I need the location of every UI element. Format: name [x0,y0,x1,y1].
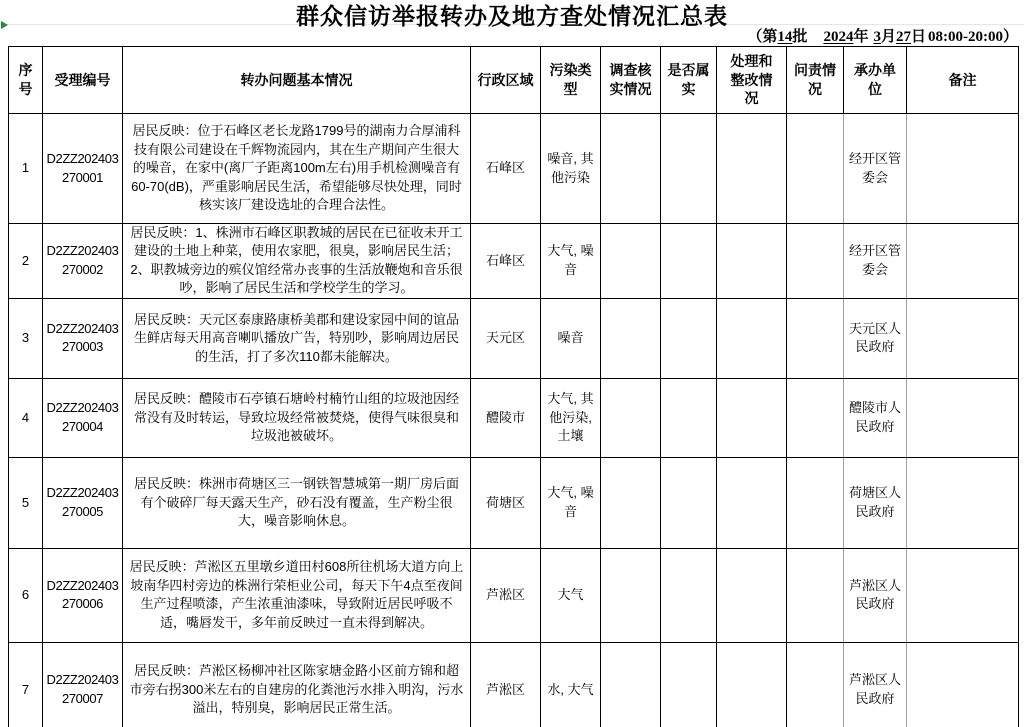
time-range: 08:00-20:00 [927,29,1003,45]
pollution-type-cell: 大气, 其他污染, 土壤 [541,378,601,457]
investigation-cell [601,298,661,378]
investigation-cell [601,114,661,224]
column-header-unit: 承办单位 [844,47,907,114]
pollution-type-cell: 大气 [541,548,601,642]
unit-cell: 芦淞区人民政府 [844,548,907,642]
investigation-cell [601,224,661,299]
case-no-cell: D2ZZ202403270007 [43,642,123,727]
subtitle-text: （第 [747,29,778,45]
table-row [9,378,1019,457]
accountability-cell [787,457,844,548]
remark-cell [907,224,1019,299]
issue-cell: 居民反映：位于石峰区老长龙路1799号的湖南力合厚浦科技有限公司建设在千辉物流园内，其在生产期间产生很大的噪音，在家中(离厂子距离100m左右)用手机检测噪音有60-70(dB)，严重影响居民生活，希望能够尽快处理，同时核实该厂建设选址的合理合法性。 [123,114,471,224]
issue-cell: 居民反映：天元区泰康路康桥美郡和建设家园中间的谊品生鲜店每天用高音喇叭播放广告，特别吵，影响周边居民的生活，打了多次110都未能解决。 [123,298,471,378]
pollution-type-cell: 水, 大气 [541,642,601,727]
remark-cell [907,642,1019,727]
investigation-cell [601,642,661,727]
table-row [9,114,1019,224]
table-row [9,548,1019,642]
subtitle-text: 年 [853,29,869,45]
column-header-seq: 序号 [9,47,43,114]
remark-cell [907,378,1019,457]
table-row [9,224,1019,299]
seq-cell: 7 [9,642,43,727]
table-row [9,298,1019,378]
verified-cell [661,224,717,299]
header-row [9,47,1019,114]
batch-number: 14 [777,29,793,45]
column-header-verified: 是否属实 [661,47,717,114]
pollution-type-cell: 大气, 噪音 [541,224,601,299]
column-header-remark: 备注 [907,47,1019,114]
month-value: 3 [873,29,881,45]
remark-cell [907,457,1019,548]
verified-cell [661,457,717,548]
seq-cell: 3 [9,298,43,378]
remark-cell [907,114,1019,224]
seq-cell: 2 [9,224,43,299]
accountability-cell [787,114,844,224]
case-no-cell: D2ZZ202403270001 [43,114,123,224]
table-row [9,457,1019,548]
region-cell: 醴陵市 [471,378,541,457]
region-cell: 芦淞区 [471,642,541,727]
handling-cell [717,224,787,299]
unit-cell: 经开区管委会 [844,224,907,299]
verified-cell [661,548,717,642]
handling-cell [717,548,787,642]
region-cell: 荷塘区 [471,457,541,548]
verified-cell [661,298,717,378]
column-header-region: 行政区域 [471,47,541,114]
unit-cell: 天元区人民政府 [844,298,907,378]
investigation-cell [601,378,661,457]
column-header-case-no: 受理编号 [43,47,123,114]
accountability-cell [787,298,844,378]
unit-cell: 醴陵市人民政府 [844,378,907,457]
pollution-type-cell: 噪音 [541,298,601,378]
accountability-cell [787,378,844,457]
handling-cell [717,378,787,457]
handling-cell [717,114,787,224]
issue-cell: 居民反映：株洲市荷塘区三一钢铁智慧城第一期厂房后面有个破碎厂每天露天生产，砂石没有覆盖，生产粉尘很大，噪音影响休息。 [123,457,471,548]
column-header-handling: 处理和整改情况 [717,47,787,114]
case-no-cell: D2ZZ202403270005 [43,457,123,548]
issue-cell: 居民反映：芦淞区杨柳冲社区陈家塘金路小区前方锦和超市旁右拐300米左右的自建房的化粪池污水排入明沟，污水溢出，特别臭，影响居民正常生活。 [123,642,471,727]
case-no-cell: D2ZZ202403270002 [43,224,123,299]
region-cell: 天元区 [471,298,541,378]
subtitle-text: 月 [880,29,896,45]
issue-cell: 居民反映：醴陵市石亭镇石塘岭村楠竹山组的垃圾池因经常没有及时转运，导致垃圾经常被焚烧，使得气味很臭和垃圾池被破坏。 [123,378,471,457]
seq-cell: 5 [9,457,43,548]
column-header-investigation: 调查核实情况 [601,47,661,114]
verified-cell [661,378,717,457]
unit-cell: 经开区管委会 [844,114,907,224]
handling-cell [717,298,787,378]
region-cell: 芦淞区 [471,548,541,642]
column-header-accountability: 问责情况 [787,47,844,114]
accountability-cell [787,548,844,642]
handling-cell [717,642,787,727]
verified-cell [661,642,717,727]
case-no-cell: D2ZZ202403270006 [43,548,123,642]
year-value: 2024 [823,29,854,45]
day-value: 27 [895,29,911,45]
investigation-cell [601,457,661,548]
complaints-table [8,46,1019,727]
accountability-cell [787,224,844,299]
region-cell: 石峰区 [471,224,541,299]
case-no-cell: D2ZZ202403270003 [43,298,123,378]
case-no-cell: D2ZZ202403270004 [43,378,123,457]
issue-cell: 居民反映：芦淞区五里墩乡道田村608所往机场大道方向上坡南华四村旁边的株洲行荣柜业公司，每天下午4点至夜间生产过程喷漆，产生浓重油漆味，导致附近居民呼吸不适，嘴唇发干，多年前反映过一直未得到解决。 [123,548,471,642]
unit-cell: 芦淞区人民政府 [844,642,907,727]
subtitle-text: 日 [910,29,926,45]
accountability-cell [787,642,844,727]
seq-cell: 4 [9,378,43,457]
batch-date-line [747,25,1018,46]
pollution-type-cell: 噪音, 其他污染 [541,114,601,224]
subtitle-text: 批 [792,29,808,45]
investigation-cell [601,548,661,642]
column-header-issue: 转办问题基本情况 [123,47,471,114]
unit-cell: 荷塘区人民政府 [844,457,907,548]
region-cell: 石峰区 [471,114,541,224]
column-header-pollution-type: 污染类型 [541,47,601,114]
page-title: 群众信访举报转办及地方查处情况汇总表 [296,3,728,29]
remark-cell [907,298,1019,378]
pollution-type-cell: 大气, 噪音 [541,457,601,548]
seq-cell: 1 [9,114,43,224]
verified-cell [661,114,717,224]
remark-cell [907,548,1019,642]
issue-cell: 居民反映：1、株洲市石峰区职教城的居民在已征收未开工建设的土地上种菜，使用农家肥，很臭，影响居民生活；2、职教城旁边的殡仪馆经常办丧事的生活放鞭炮和音乐很吵，影响了居民生活和学校学生的学习。 [123,224,471,299]
handling-cell [717,457,787,548]
seq-cell: 6 [9,548,43,642]
table-row [9,642,1019,727]
subtitle-text: ） [1002,29,1018,45]
